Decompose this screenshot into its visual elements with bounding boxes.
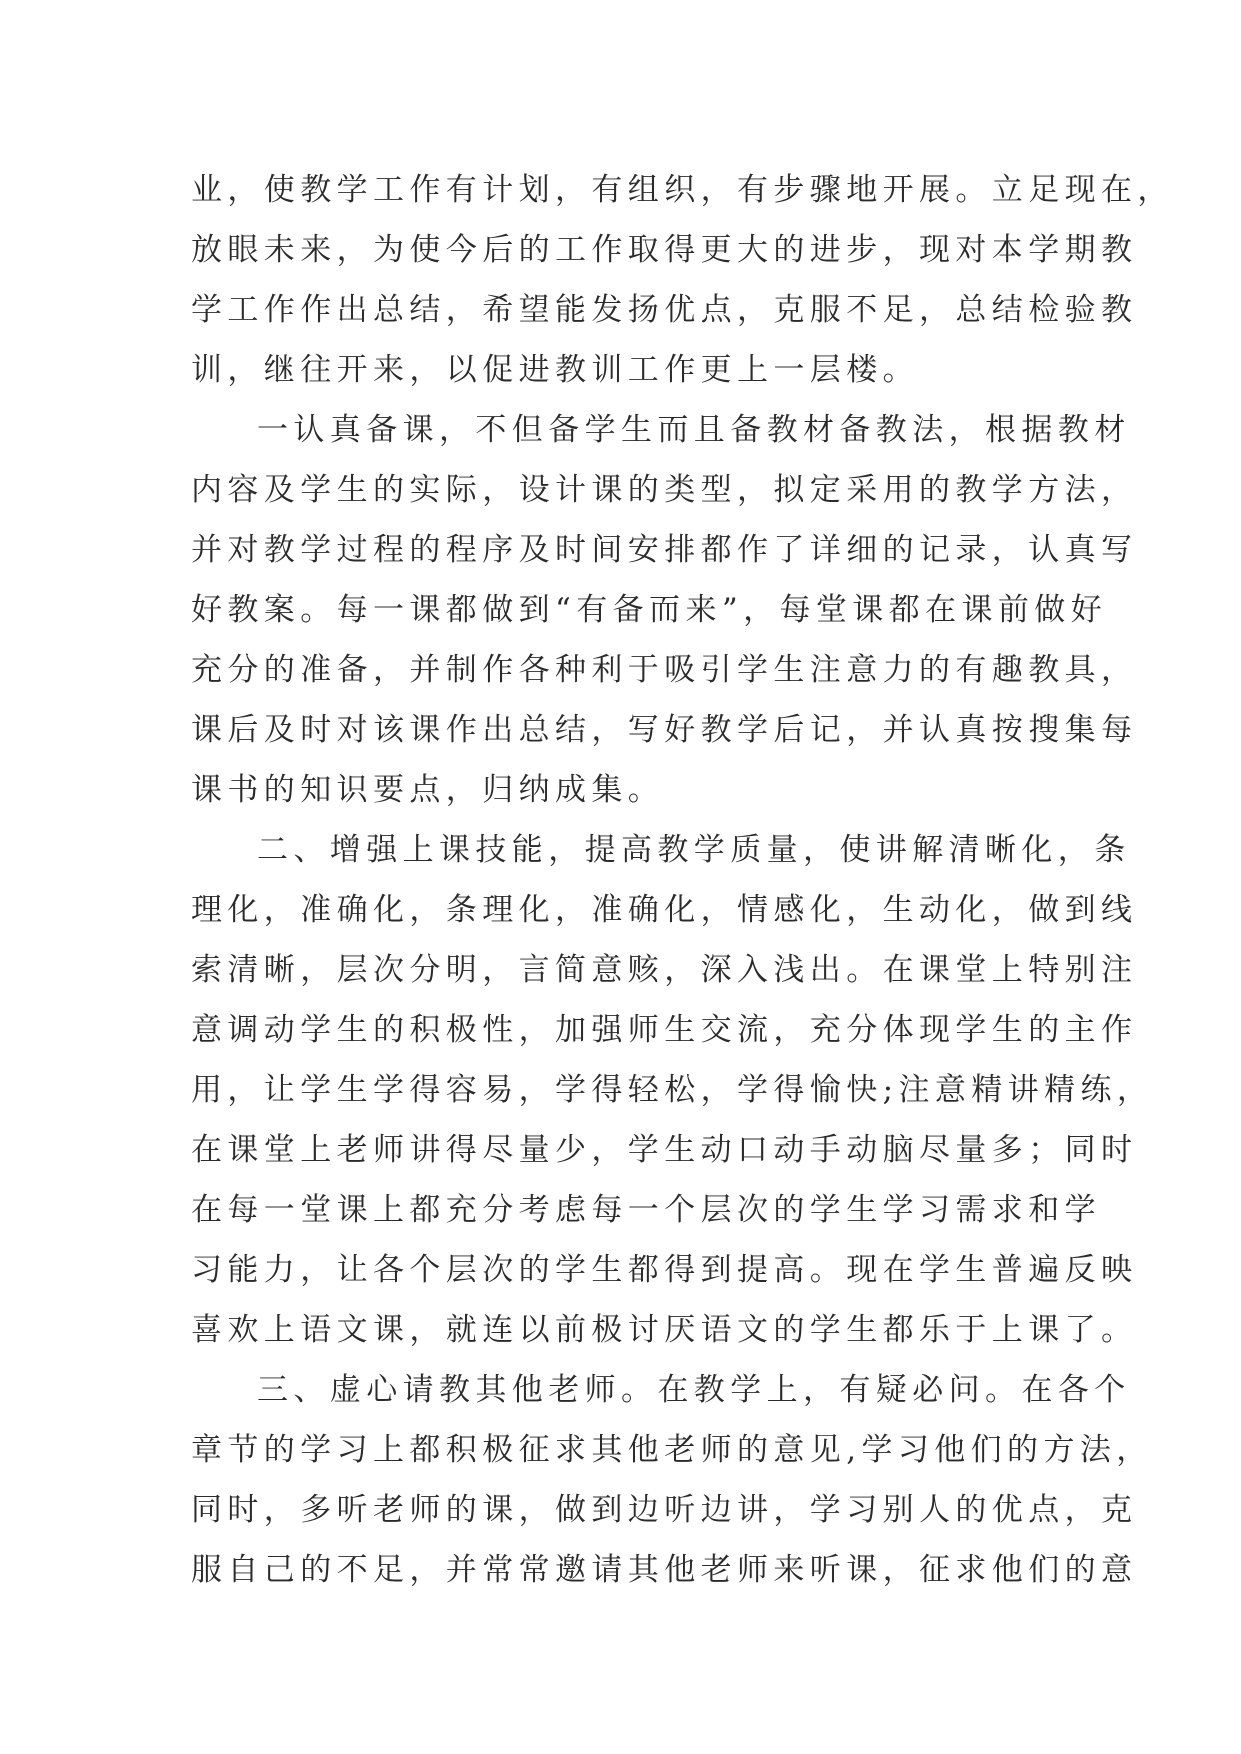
text-line-22: 章节的学习上都积极征求其他老师的意见,学习他们的方法， — [191, 1432, 1153, 1468]
text-line-24: 服自己的不足，并常常邀请其他老师来听课，征求他们的意 — [191, 1552, 1138, 1588]
text-line-1: 业，使教学工作有计划，有组织，有步骤地开展。立足现在， — [191, 172, 1174, 208]
text-line-19: 习能力，让各个层次的学生都得到提高。现在学生普遍反映 — [191, 1252, 1138, 1288]
text-line-14: 索清晰，层次分明，言简意赅，深入浅出。在课堂上特别注 — [191, 952, 1138, 988]
paragraph-3-first-line: 三、虚心请教其他老师。在教学上，有疑必问。在各个 — [257, 1372, 1131, 1408]
text-line-3: 学工作作出总结，希望能发扬优点，克服不足，总结检验教 — [191, 292, 1138, 328]
text-line-7: 并对教学过程的程序及时间安排都作了详细的记录，认真写 — [191, 532, 1138, 568]
paragraph-1-first-line: 一认真备课，不但备学生而且备教材备教法，根据教材 — [257, 412, 1131, 448]
text-line-9: 充分的准备，并制作各种利于吸引学生注意力的有趣教具， — [191, 652, 1138, 688]
text-line-2: 放眼未来，为使今后的工作取得更大的进步，现对本学期教 — [191, 232, 1138, 268]
text-line-6: 内容及学生的实际，设计课的类型，拟定采用的教学方法， — [191, 472, 1138, 508]
text-line-13: 理化，准确化，条理化，准确化，情感化，生动化，做到线 — [191, 892, 1138, 928]
text-line-23: 同时，多听老师的课，做到边听边讲，学习别人的优点，克 — [191, 1492, 1138, 1528]
text-line-4: 训，继往开来，以促进教训工作更上一层楼。 — [191, 352, 919, 388]
text-line-18: 在每一堂课上都充分考虑每一个层次的学生学习需求和学 — [191, 1192, 1101, 1228]
text-line-8: 好教案。每一课都做到“有备而来”，每堂课都在课前做好 — [191, 592, 1108, 628]
text-line-16: 用，让学生学得容易，学得轻松，学得愉快;注意精讲精练， — [191, 1072, 1154, 1108]
text-line-20: 喜欢上语文课，就连以前极讨厌语文的学生都乐于上课了。 — [191, 1312, 1138, 1348]
text-line-17: 在课堂上老师讲得尽量少，学生动口动手动脑尽量多；同时 — [191, 1132, 1138, 1168]
document-body — [191, 160, 1174, 1600]
text-line-11: 课书的知识要点，归纳成集。 — [191, 772, 665, 808]
text-line-15: 意调动学生的积极性，加强师生交流，充分体现学生的主作 — [191, 1012, 1138, 1048]
text-line-10: 课后及时对该课作出总结，写好教学后记，并认真按搜集每 — [191, 712, 1138, 748]
paragraph-2-first-line: 二、增强上课技能，提高教学质量，使讲解清晰化，条 — [257, 832, 1131, 868]
